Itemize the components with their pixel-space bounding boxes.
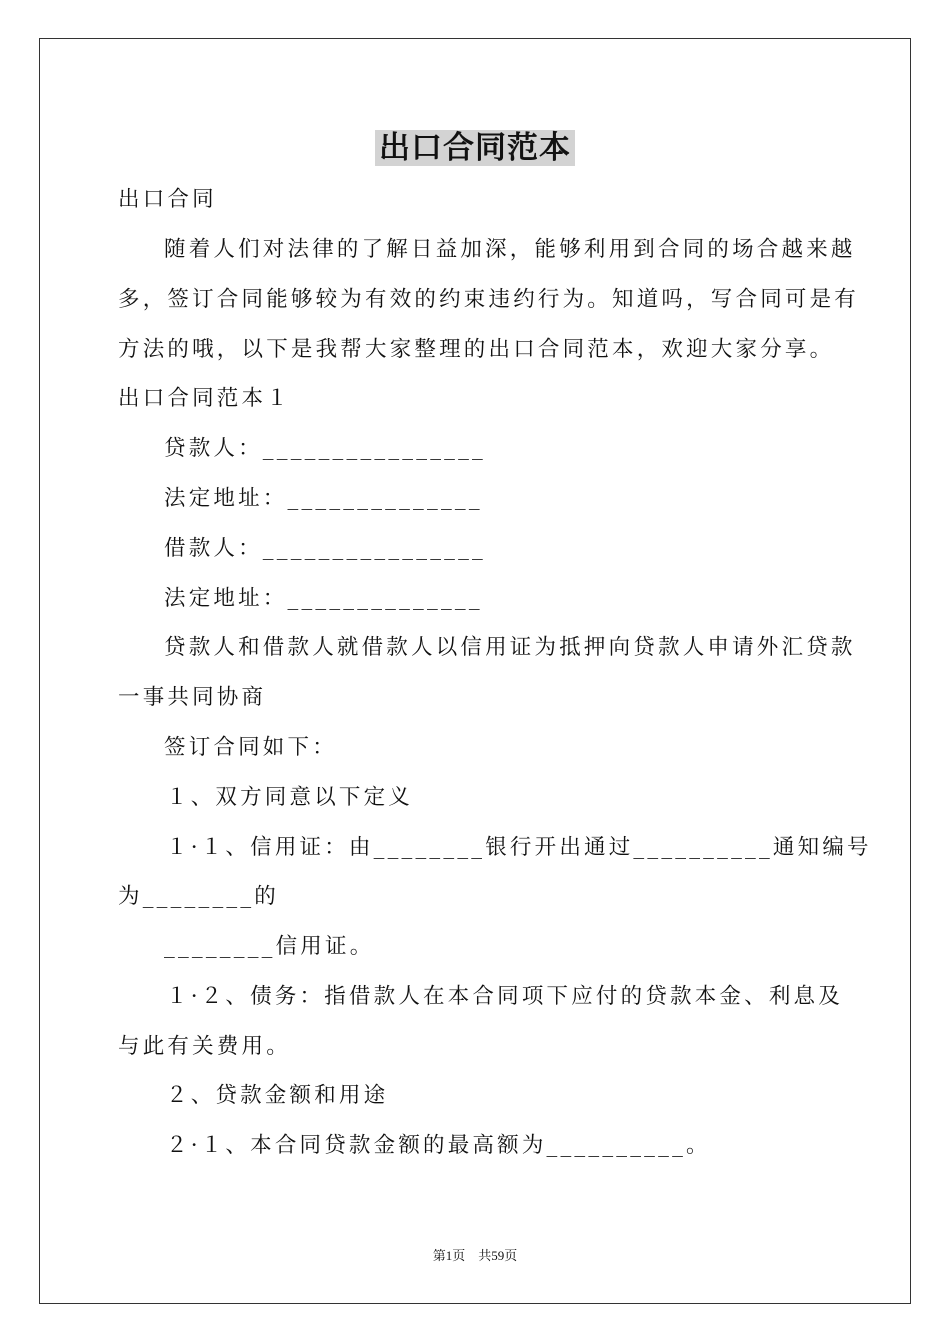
clause-1-2-line-1: １·２、债务：指借款人在本合同项下应付的贷款本金、利息及 [166, 984, 843, 1009]
clause-2-1: ２·１、本合同贷款金额的最高额为__________。 [166, 1133, 711, 1158]
section-heading: 出口合同 [118, 187, 217, 212]
intro-paragraph-line-1: 随着人们对法律的了解日益加深，能够利用到合同的场合越来越 [164, 237, 856, 262]
clause-1-1-line-3: ________信用证。 [164, 934, 375, 959]
negotiation-paragraph-line-2: 一事共同协商 [118, 685, 267, 710]
document-title [0, 128, 950, 168]
intro-paragraph-line-3: 方法的哦，以下是我帮大家整理的出口合同范本，欢迎大家分享。 [118, 337, 835, 362]
lender-address-field: 法定地址：______________ [164, 486, 483, 511]
borrower-field: 借款人：________________ [164, 536, 487, 561]
clause-1-2-line-2: 与此有关费用。 [118, 1034, 291, 1059]
sample-heading: 出口合同范本１ [118, 386, 291, 411]
clause-2-heading: ２、贷款金额和用途 [166, 1083, 389, 1108]
negotiation-paragraph-line-1: 贷款人和借款人就借款人以信用证为抵押向贷款人申请外汇贷款 [164, 635, 856, 660]
clause-1-1-line-2: 为________的 [118, 884, 280, 909]
page-border [39, 38, 911, 1304]
agreement-intro: 签订合同如下： [164, 735, 337, 760]
clause-1-heading: １、双方同意以下定义 [166, 785, 414, 810]
lender-field: 贷款人：________________ [164, 436, 487, 461]
clause-1-1-line-1: １·１、信用证：由________银行开出通过__________通知编号 [166, 835, 872, 860]
borrower-address-field: 法定地址：______________ [164, 586, 483, 611]
document-title-text: 出口合同范本 [375, 130, 575, 166]
page-footer: 第1页 共59页 [432, 1248, 518, 1263]
intro-paragraph-line-2: 多，签订合同能够较为有效的约束违约行为。知道吗，写合同可是有 [118, 287, 860, 312]
